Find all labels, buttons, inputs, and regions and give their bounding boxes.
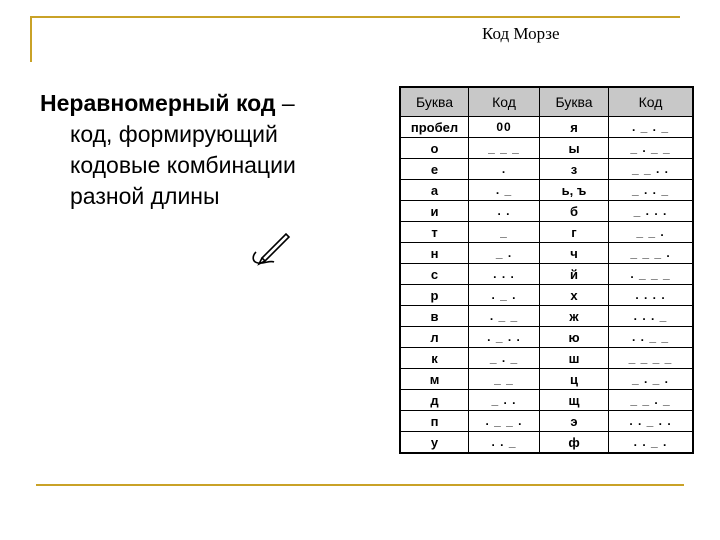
table-row: [400, 222, 693, 243]
table-cell-letter: ж: [540, 306, 609, 327]
table-row: [400, 306, 693, 327]
table-cell-letter: щ: [540, 390, 609, 411]
table-cell-code: . _ _ .: [469, 411, 540, 432]
table-cell-code: . _ . _: [609, 117, 694, 138]
table-row: [400, 411, 693, 432]
table-cell-code: _ . _: [469, 348, 540, 369]
definition-term: Неравномерный код: [40, 90, 276, 116]
table-cell-code: _ _ _: [469, 138, 540, 159]
table-cell-letter: е: [400, 159, 469, 180]
writing-pen-icon: [248, 228, 294, 268]
slide-frame-top-rule: [30, 16, 680, 18]
table-cell-code: _ . . .: [609, 201, 694, 222]
table-row: [400, 138, 693, 159]
table-cell-code: _ . . _: [609, 180, 694, 201]
table-cell-letter: р: [400, 285, 469, 306]
table-cell-letter: г: [540, 222, 609, 243]
table-cell-letter: э: [540, 411, 609, 432]
table-cell-letter: з: [540, 159, 609, 180]
table-cell-code: _ _ _ .: [609, 243, 694, 264]
table-cell-code: . _ _: [469, 306, 540, 327]
table-row: [400, 432, 693, 454]
column-header-code: Код: [469, 87, 540, 117]
table-cell-letter: ь, ъ: [540, 180, 609, 201]
morse-code-table: [399, 86, 694, 454]
slide-frame-bottom-rule: [36, 484, 684, 486]
table-cell-letter: м: [400, 369, 469, 390]
table-header-row: [400, 87, 693, 117]
table-cell-code: _ .: [469, 243, 540, 264]
table-cell-letter: я: [540, 117, 609, 138]
table-cell-code: . . _ _: [609, 327, 694, 348]
table-cell-letter: пробел: [400, 117, 469, 138]
table-cell-code: _ _ . _: [609, 390, 694, 411]
table-row: [400, 369, 693, 390]
table-cell-letter: с: [400, 264, 469, 285]
slide-frame-left-rule: [30, 16, 32, 62]
table-row: [400, 159, 693, 180]
slide-title: Код Морзе: [482, 24, 560, 43]
table-cell-letter: о: [400, 138, 469, 159]
table-cell-letter: а: [400, 180, 469, 201]
table-cell-letter: ш: [540, 348, 609, 369]
table-cell-code: _ _ . .: [609, 159, 694, 180]
table-row: [400, 390, 693, 411]
table-cell-code: _ . .: [469, 390, 540, 411]
table-cell-code: . . _ . .: [609, 411, 694, 432]
table-cell-code: _ _: [469, 369, 540, 390]
table-cell-code: _ _ _ _: [609, 348, 694, 369]
table-row: [400, 243, 693, 264]
table-cell-code: . . _: [469, 432, 540, 454]
table-row: [400, 348, 693, 369]
table-cell-letter: ю: [540, 327, 609, 348]
table-row: [400, 327, 693, 348]
table-cell-code: . . .: [469, 264, 540, 285]
table-cell-letter: у: [400, 432, 469, 454]
table-cell-letter: ц: [540, 369, 609, 390]
table-row: [400, 117, 693, 138]
column-header-code: Код: [609, 87, 694, 117]
table-row: [400, 285, 693, 306]
table-body: [400, 117, 693, 454]
table-cell-letter: х: [540, 285, 609, 306]
column-header-letter: Буква: [400, 87, 469, 117]
table-row: [400, 180, 693, 201]
table-cell-code: . _ . .: [469, 327, 540, 348]
table-cell-code: . _: [469, 180, 540, 201]
table-cell-code: _: [469, 222, 540, 243]
table-cell-code: _ . _ .: [609, 369, 694, 390]
table-cell-letter: п: [400, 411, 469, 432]
table-cell-letter: б: [540, 201, 609, 222]
table-cell-letter: д: [400, 390, 469, 411]
table-cell-letter: к: [400, 348, 469, 369]
table-cell-letter: и: [400, 201, 469, 222]
table-cell-letter: ч: [540, 243, 609, 264]
table-cell-letter: н: [400, 243, 469, 264]
column-header-letter: Буква: [540, 87, 609, 117]
table-cell-code: . . . _: [609, 306, 694, 327]
table-cell-letter: в: [400, 306, 469, 327]
definition-text: код, формирующий кодовые комбинации разной длины: [70, 121, 296, 209]
table-cell-code: 00: [469, 117, 540, 138]
definition-paragraph: [40, 88, 370, 212]
table-cell-code: _ _ .: [609, 222, 694, 243]
table-cell-letter: л: [400, 327, 469, 348]
definition-dash: –: [275, 90, 295, 116]
table-cell-code: . . . .: [609, 285, 694, 306]
table-cell-letter: т: [400, 222, 469, 243]
table-cell-code: . _ _ _: [609, 264, 694, 285]
table-row: [400, 201, 693, 222]
table-cell-code: . . _ .: [609, 432, 694, 454]
table-cell-letter: й: [540, 264, 609, 285]
table-row: [400, 264, 693, 285]
table-cell-code: .: [469, 159, 540, 180]
table-cell-code: _ . _ _: [609, 138, 694, 159]
table-cell-code: . _ .: [469, 285, 540, 306]
table-cell-code: . .: [469, 201, 540, 222]
table-cell-letter: ф: [540, 432, 609, 454]
table-cell-letter: ы: [540, 138, 609, 159]
